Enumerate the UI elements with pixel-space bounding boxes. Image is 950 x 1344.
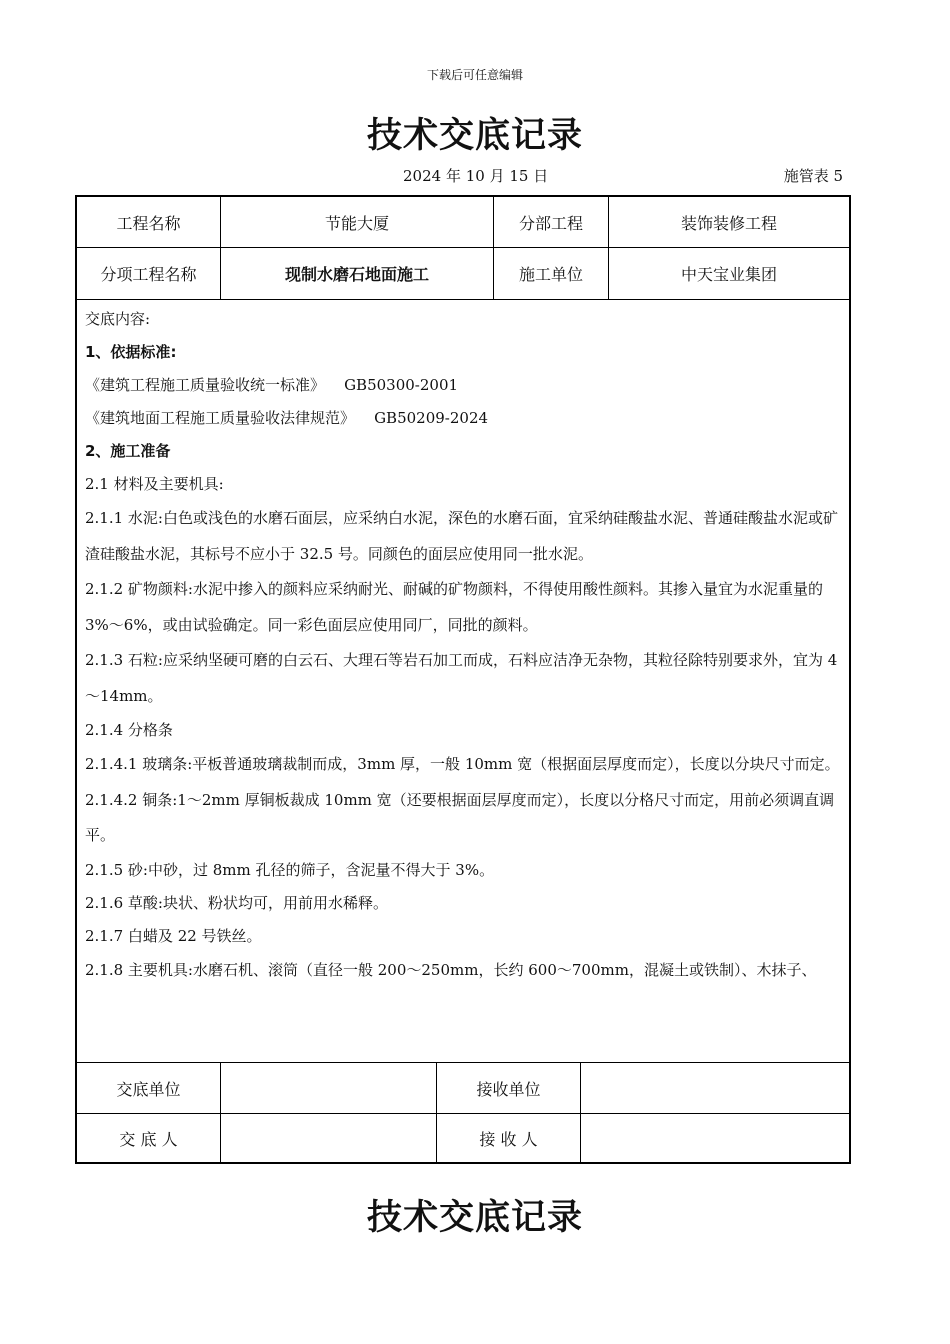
- info-row-2: [77, 248, 849, 300]
- briefing-content: [85, 303, 841, 988]
- record-table: [75, 195, 851, 1164]
- issuer-unit-value[interactable]: [221, 1063, 437, 1113]
- receiver-unit-value[interactable]: [581, 1063, 849, 1113]
- project-name-value: 节能大厦: [221, 197, 494, 247]
- page-title: 技术交底记录: [366, 116, 583, 156]
- receiver-label: 接 收 人: [437, 1114, 581, 1162]
- standard-2: 《建筑地面工程施工质量验收法律规范》 GB50209-2024: [85, 409, 489, 427]
- section-1-title: 1、依据标准:: [85, 343, 177, 361]
- para-2-1-4: 2.1.4 分格条: [85, 721, 173, 739]
- para-2-1-8: 2.1.8 主要机具:水磨石机、滚筒（直径一般 200～250mm，长约 600～700mm，混凝土或铁制）、木抹子、: [85, 960, 817, 979]
- next-page-title: 技术交底记录: [366, 1198, 583, 1238]
- division-label: 分部工程: [494, 197, 609, 247]
- subitem-label: 分项工程名称: [77, 248, 221, 299]
- para-2-1: 2.1 材料及主要机具:: [85, 475, 224, 493]
- project-name-label: 工程名称: [77, 197, 221, 247]
- para-2-1-6: 2.1.6 草酸:块状、粉状均可，用前用水稀释。: [85, 893, 388, 912]
- receiver-unit-label: 接收单位: [437, 1063, 581, 1113]
- sign-row-2: [77, 1114, 849, 1162]
- para-2-1-4-1: 2.1.4.1 玻璃条:平板普通玻璃裁制而成，3mm 厚，一般 10mm 宽（根据面层厚度而定），长度以分块尺寸而定。: [85, 755, 840, 773]
- top-note: 下载后可任意编辑: [426, 68, 523, 82]
- para-2-1-4-2: 2.1.4.2 铜条:1～2mm 厚铜板裁成 10mm 宽（还要根据面层厚度而定），长度以分格尺寸而定，用前必须调直调平。: [85, 790, 835, 844]
- issuer-unit-label: 交底单位: [77, 1063, 221, 1113]
- para-2-1-2: 2.1.2 矿物颜料:水泥中掺入的颜料应采纳耐光、耐碱的矿物颜料，不得使用酸性颜料。其掺入量宜为水泥重量的 3%～6%，或由试验确定。同一彩色面层应使用同厂，同批的颜料。: [85, 580, 823, 634]
- issuer-value[interactable]: [221, 1114, 437, 1162]
- contractor-label: 施工单位: [494, 248, 609, 299]
- standard-1: 《建筑工程施工质量验收统一标准》 GB50300-2001: [85, 376, 459, 394]
- contractor-value: 中天宝业集团: [680, 265, 777, 284]
- date: 2024 年 10 月 15 日: [403, 167, 549, 185]
- section-2-title: 2、施工准备: [85, 442, 171, 460]
- info-row-1: [77, 197, 849, 248]
- para-2-1-1: 2.1.1 水泥:白色或浅色的水磨石面层，应采纳白水泥，深色的水磨石面，宜采纳硅酸盐水泥、普通硅酸盐水泥或矿渣硅酸盐水泥，其标号不应小于 32.5 号。同颜色的面层应使用同一批水泥。: [85, 509, 838, 563]
- para-2-1-3: 2.1.3 石粒:应采纳坚硬可磨的白云石、大理石等岩石加工而成，石料应洁净无杂物，其粒径除特别要求外，宜为 4～14mm。: [85, 651, 838, 705]
- subitem-value: 现制水磨石地面施工: [221, 248, 494, 299]
- sign-row-1: [77, 1062, 849, 1114]
- para-2-1-5: 2.1.5 砂:中砂，过 8mm 孔径的筛子，含泥量不得大于 3%。: [85, 860, 495, 879]
- receiver-value[interactable]: [581, 1114, 849, 1162]
- form-number: 施管表 5: [783, 167, 843, 185]
- division-value: 装饰装修工程: [680, 213, 777, 233]
- para-2-1-7: 2.1.7 白蜡及 22 号铁丝。: [85, 926, 262, 945]
- issuer-label: 交 底 人: [77, 1114, 221, 1162]
- content-intro: 交底内容:: [85, 310, 151, 328]
